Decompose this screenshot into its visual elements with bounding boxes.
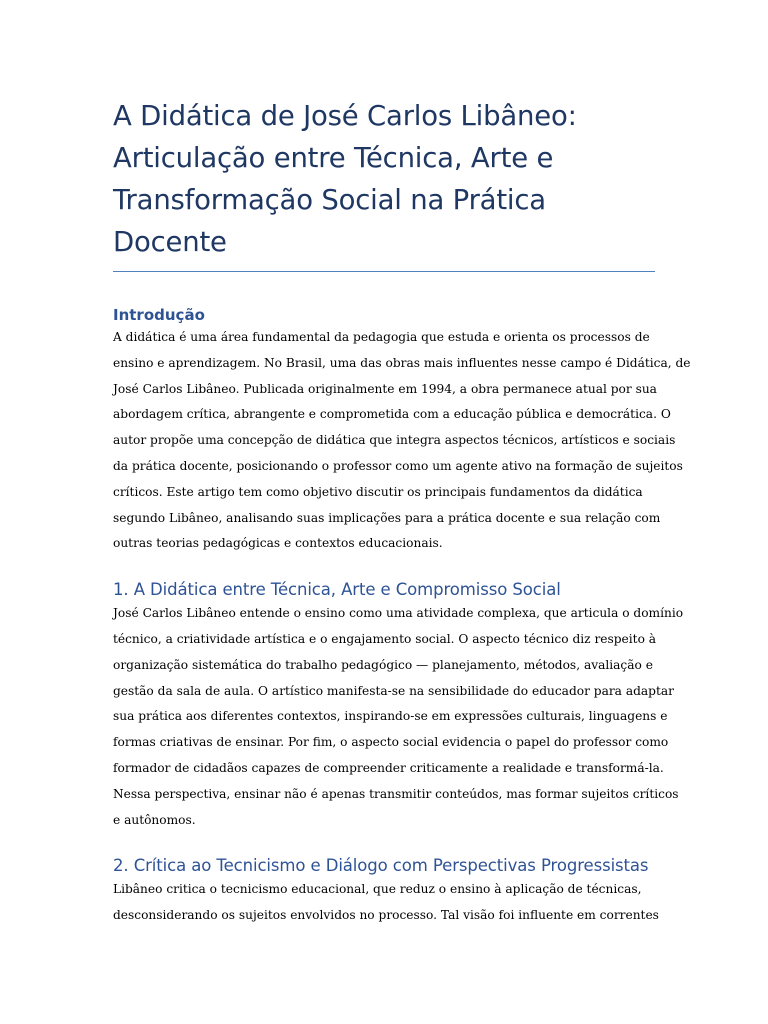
text-line: da prática docente, posicionando o professor como um agente ativo na formação de sujeitos [113,458,683,473]
section-heading-2: 2. Crítica ao Tecnicismo e Diálogo com Perspectivas Progressistas [113,856,649,876]
text-line: sua prática aos diferentes contextos, inspirando-se em expressões culturais, linguagens e [113,709,668,724]
paragraph-section-2 [113,877,659,929]
text-line: José Carlos Libâneo. Publicada originalmente em 1994, a obra permanece atual por sua [113,381,657,396]
text-line: desconsiderando os sujeitos envolvidos no processo. Tal visão foi influente em correntes [113,908,659,923]
title-line: A Didática de José Carlos Libâneo: [113,100,577,132]
text-line: Libâneo critica o tecnicismo educacional, que reduz o ensino à aplicação de técnicas, [113,882,642,897]
text-line: autor propõe uma concepção de didática que integra aspectos técnicos, artísticos e sociais [113,433,676,448]
text-line: A didática é uma área fundamental da pedagogia que estuda e orienta os processos de [113,330,650,344]
text-line: José Carlos Libâneo entende o ensino como uma atividade complexa, que articula o domínio [113,606,684,621]
section-heading-introducao: Introdução [113,306,205,324]
text-line: abordagem crítica, abrangente e comprometida com a educação pública e democrática. O [113,407,671,422]
title-line: Articulação entre Técnica, Arte e [113,142,554,174]
text-line: organização sistemática do trabalho pedagógico — planejamento, métodos, avaliação e [113,657,653,672]
text-line: segundo Libâneo, analisando suas implicações para a prática docente e sua relação com [113,510,661,525]
text-line: formas criativas de ensinar. Por fim, o aspecto social evidencia o papel do professor como [113,735,669,750]
document-title [113,95,655,263]
text-line: ensino e aprendizagem. No Brasil, uma das obras mais influentes nesse campo é Didática, de [113,355,691,370]
text-line: outras teorias pedagógicas e contextos educacionais. [113,536,443,551]
text-line: gestão da sala de aula. O artístico manifesta-se na sensibilidade do educador para adaptar [113,683,674,698]
text-line: e autônomos. [113,812,196,827]
text-line: formador de cidadãos capazes de compreender criticamente a realidade e transformá-la. [113,760,664,775]
paragraph-introducao [113,325,691,557]
document-page [113,0,691,929]
section-heading-1: 1. A Didática entre Técnica, Arte e Compromisso Social [113,580,561,600]
title-line: Docente [113,226,227,258]
text-line: Nessa perspectiva, ensinar não é apenas transmitir conteúdos, mas formar sujeitos críticos [113,786,679,801]
title-line: Transformação Social na Prática [113,184,546,216]
text-line: técnico, a criatividade artística e o engajamento social. O aspecto técnico diz respeito à [113,631,657,646]
text-line: críticos. Este artigo tem como objetivo discutir os principais fundamentos da didática [113,484,643,499]
paragraph-section-1 [113,601,684,833]
title-underline [113,271,655,272]
